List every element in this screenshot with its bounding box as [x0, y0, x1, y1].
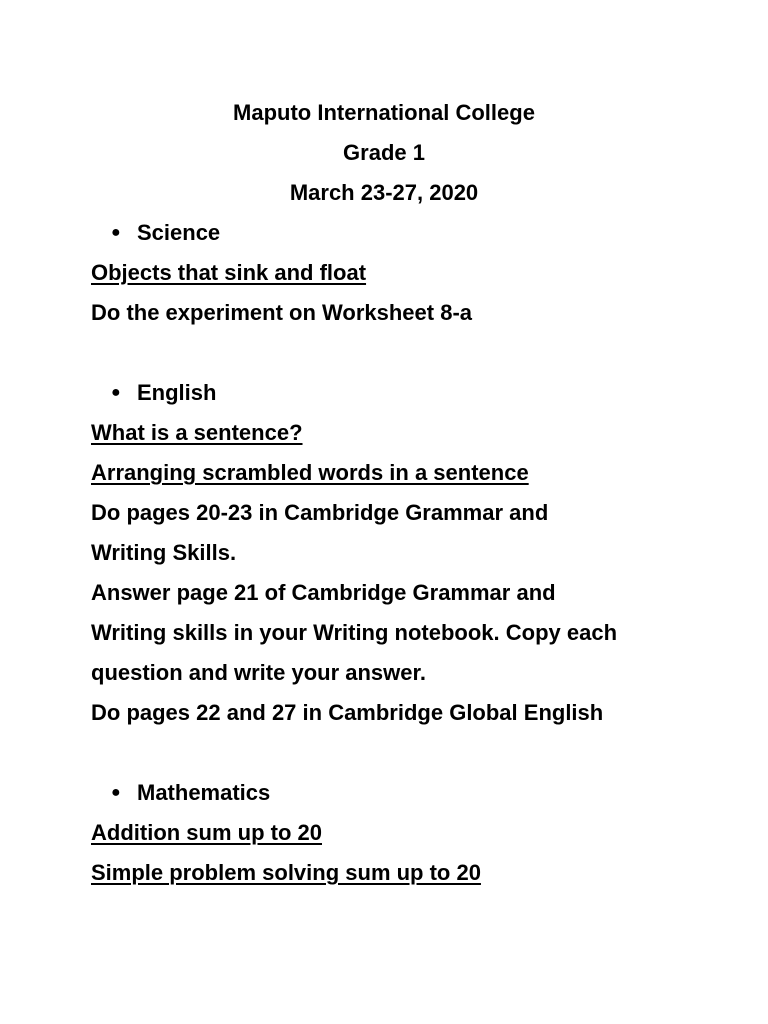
science-heading-row	[91, 213, 728, 253]
english-line: Do pages 20-23 in Cambridge Grammar and	[91, 500, 549, 525]
science-heading: Science	[137, 220, 221, 245]
english-line: Do pages 22 and 27 in Cambridge Global English	[91, 700, 604, 725]
english-topic-2: Arranging scrambled words in a sentence	[91, 460, 529, 485]
english-line: Writing Skills.	[91, 540, 237, 565]
grade-label: Grade 1	[343, 140, 425, 165]
english-line: question and write your answer.	[91, 660, 426, 685]
date-range: March 23-27, 2020	[289, 180, 479, 205]
school-name: Maputo International College	[233, 100, 535, 125]
mathematics-heading: Mathematics	[137, 780, 271, 805]
english-heading: English	[137, 380, 217, 405]
english-topic-1: What is a sentence?	[91, 420, 303, 445]
bullet-icon: ●	[111, 224, 121, 241]
mathematics-heading-row	[91, 773, 728, 813]
mathematics-topic-1: Addition sum up to 20	[91, 820, 322, 845]
science-topic: Objects that sink and float	[91, 260, 367, 285]
mathematics-topic-2: Simple problem solving sum up to 20	[91, 860, 481, 885]
english-line: Answer page 21 of Cambridge Grammar and	[91, 580, 556, 605]
science-task: Do the experiment on Worksheet 8-a	[91, 300, 473, 325]
english-line: Writing skills in your Writing notebook. Copy each	[91, 620, 618, 645]
english-heading-row	[91, 373, 728, 413]
spacer	[91, 333, 728, 373]
spacer	[91, 733, 728, 773]
bullet-icon: ●	[111, 784, 121, 801]
bullet-icon: ●	[111, 384, 121, 401]
